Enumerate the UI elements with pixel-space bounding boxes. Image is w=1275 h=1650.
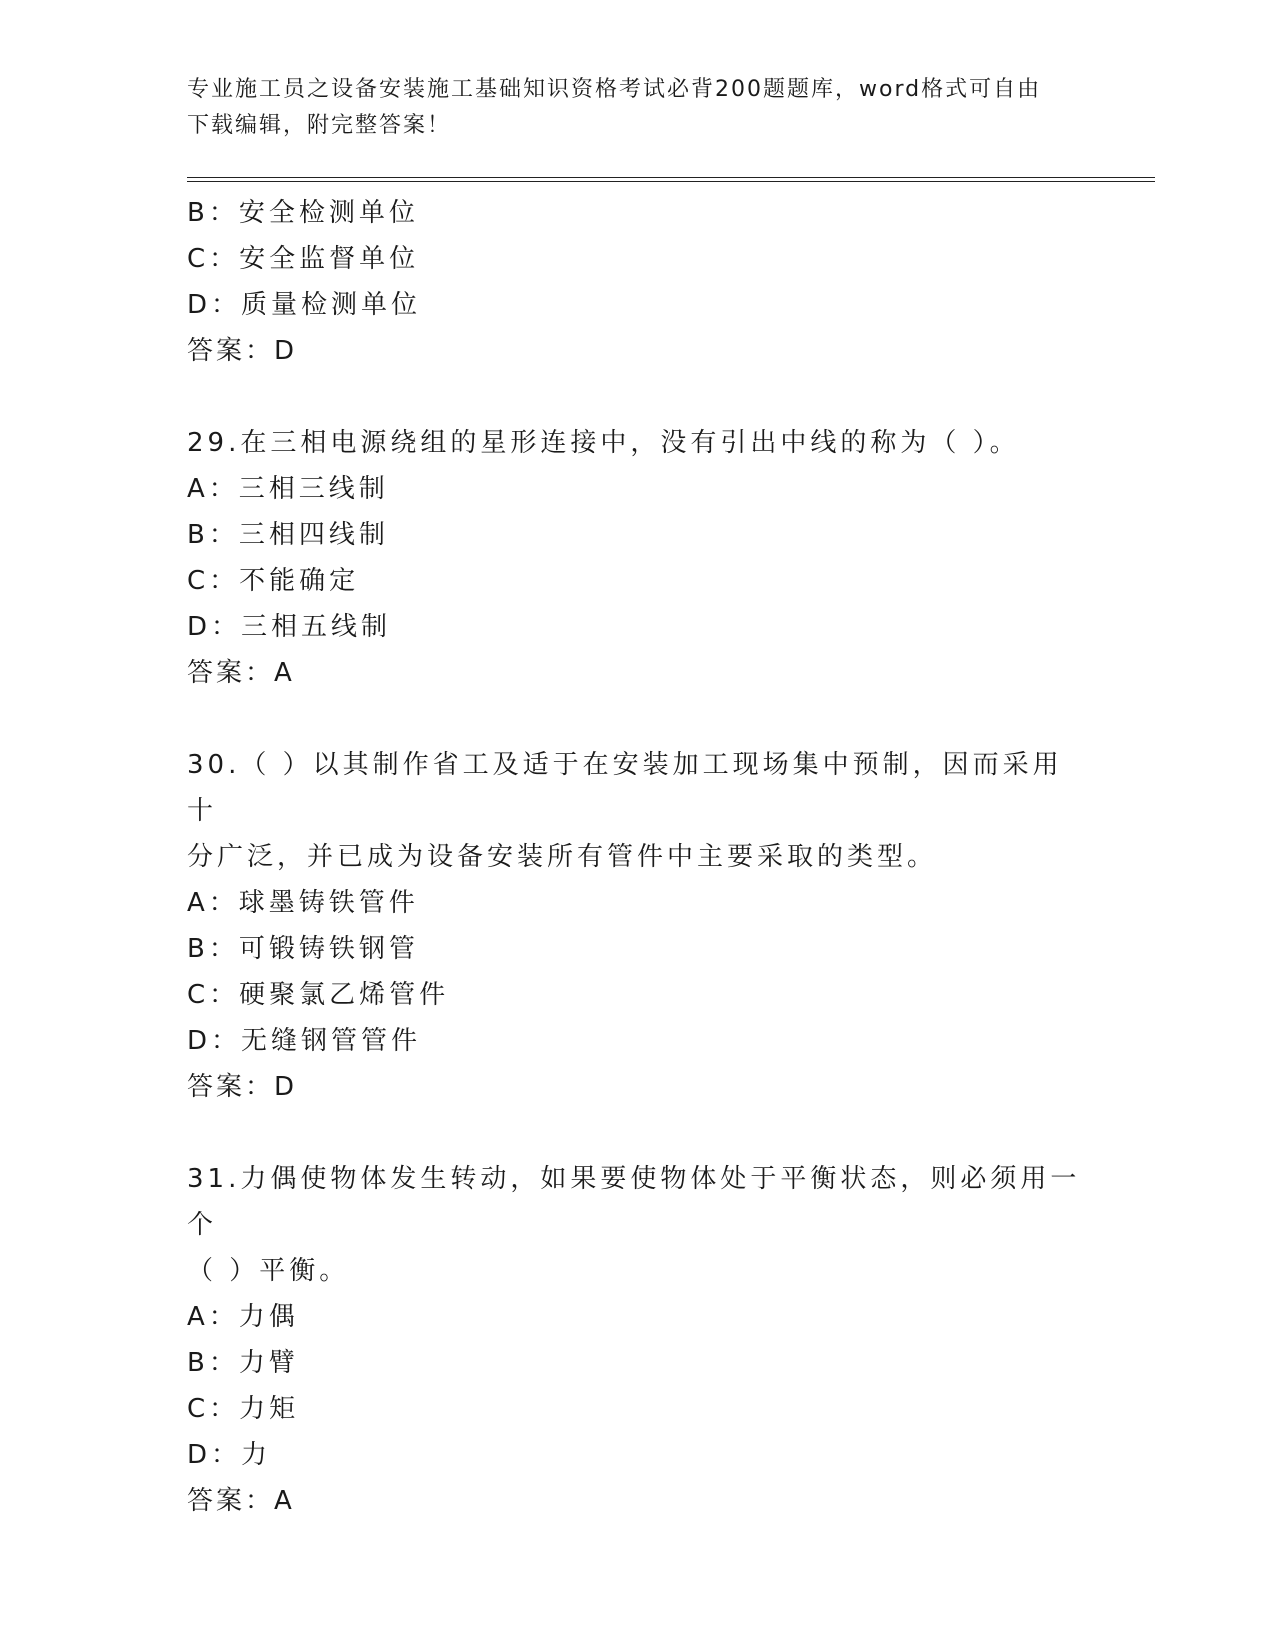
question-list xyxy=(187,190,1087,1524)
option-d: D：无缝钢管管件 xyxy=(187,1026,422,1056)
header-line-2: 下载编辑，附完整答案！ xyxy=(187,113,452,138)
document-header xyxy=(187,72,1087,144)
option-d: D：力 xyxy=(187,1440,272,1470)
option-b: B：安全检测单位 xyxy=(187,198,419,228)
answer-value: A xyxy=(274,1486,295,1516)
option-d: D：三相五线制 xyxy=(187,612,392,642)
option-b: B：力臂 xyxy=(187,1348,299,1378)
answer-label: 答案： xyxy=(187,1072,275,1102)
answer-label: 答案： xyxy=(187,658,275,688)
answer-line xyxy=(187,1064,1087,1110)
option-b: B：可锻铸铁钢管 xyxy=(187,934,419,964)
question-text-line-2: 分广泛，并已成为设备安装所有管件中主要采取的类型。 xyxy=(187,842,938,872)
answer-line xyxy=(187,328,1087,374)
question-text-line-1: 31.力偶使物体发生转动，如果要使物体处于平衡状态，则必须用一个 xyxy=(187,1164,1081,1240)
question-block-31 xyxy=(187,1156,1087,1524)
answer-line xyxy=(187,650,1087,696)
header-divider xyxy=(187,177,1155,182)
option-a: A：力偶 xyxy=(187,1302,299,1332)
question-text: 29.在三相电源绕组的星形连接中，没有引出中线的称为（ ）。 xyxy=(187,428,1020,458)
option-c: C：力矩 xyxy=(187,1394,300,1424)
question-block-29 xyxy=(187,420,1087,696)
answer-value: A xyxy=(274,658,295,688)
question-text-line-1: 30.（ ）以其制作省工及适于在安装加工现场集中预制，因而采用十 xyxy=(187,750,1063,826)
answer-value: D xyxy=(274,336,298,366)
option-a: A：球墨铸铁管件 xyxy=(187,888,419,918)
option-c: C：安全监督单位 xyxy=(187,244,420,274)
question-text-line-2: （ ）平衡。 xyxy=(187,1256,350,1286)
answer-label: 答案： xyxy=(187,336,275,366)
partial-question-block xyxy=(187,190,1087,374)
option-d: D：质量检测单位 xyxy=(187,290,422,320)
answer-value: D xyxy=(274,1072,298,1102)
option-c: C：硬聚氯乙烯管件 xyxy=(187,980,450,1010)
option-b: B：三相四线制 xyxy=(187,520,389,550)
option-c: C：不能确定 xyxy=(187,566,360,596)
answer-label: 答案： xyxy=(187,1486,275,1516)
answer-line xyxy=(187,1478,1087,1524)
header-line-1: 专业施工员之设备安装施工基础知识资格考试必背200题题库，word格式可自由 xyxy=(187,77,1042,102)
question-block-30 xyxy=(187,742,1087,1110)
option-a: A：三相三线制 xyxy=(187,474,389,504)
